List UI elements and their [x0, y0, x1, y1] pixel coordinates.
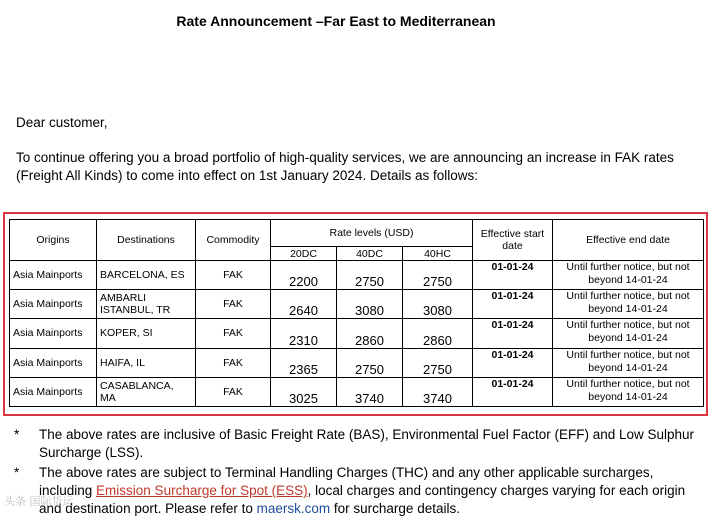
- ess-link[interactable]: Emission Surcharge for Spot (ESS): [96, 483, 308, 498]
- cell-end-date: Until further notice, but not beyond 14-01-24: [553, 319, 704, 348]
- note-text: The above rates are inclusive of Basic Freight Rate (BAS), Environmental Fuel Factor (EFF) and Low Sulphur Surcharge (LSS).: [39, 427, 695, 460]
- note-item: [14, 426, 704, 462]
- page-title: Rate Announcement –Far East to Mediterranean: [176, 13, 496, 29]
- header-40dc: 40DC: [337, 247, 403, 261]
- rates-table: [9, 219, 704, 407]
- header-effective-start: Effective start date: [473, 220, 553, 261]
- cell-commodity: FAK: [196, 290, 271, 319]
- header-commodity: Commodity: [196, 220, 271, 261]
- cell-end-date: Until further notice, but not beyond 14-01-24: [553, 377, 704, 406]
- cell-origin: Asia Mainports: [10, 290, 97, 319]
- table-row: [10, 348, 704, 377]
- header-20dc: 20DC: [271, 247, 337, 261]
- header-destinations: Destinations: [97, 220, 196, 261]
- cell-rate-40hc: 3740: [403, 377, 473, 406]
- cell-start-date: 01-01-24: [473, 377, 553, 406]
- cell-rate-40dc: 3740: [337, 377, 403, 406]
- cell-origin: Asia Mainports: [10, 319, 97, 348]
- cell-origin: Asia Mainports: [10, 348, 97, 377]
- header-origins: Origins: [10, 220, 97, 261]
- note-text-part: for surcharge details.: [330, 501, 460, 516]
- intro-paragraph: To continue offering you a broad portfolio of high-quality services, we are announcing an increase in FAK rates (Freight All Kinds) to come into effect on 1st January 2024. Details as follows:: [16, 150, 674, 183]
- cell-start-date: 01-01-24: [473, 319, 553, 348]
- cell-destination: CASABLANCA, MA: [97, 377, 196, 406]
- cell-rate-40dc: 2860: [337, 319, 403, 348]
- maersk-link[interactable]: maersk.com: [256, 501, 331, 516]
- cell-rate-40dc: 2750: [337, 261, 403, 290]
- cell-rate-40dc: 3080: [337, 290, 403, 319]
- bullet-marker: *: [14, 427, 20, 442]
- cell-commodity: FAK: [196, 261, 271, 290]
- note-text-part: The above rates are subject to Terminal Handling Charges (THC) and any other applicable surcharges, including: [39, 465, 654, 498]
- table-row: [10, 261, 704, 290]
- cell-rate-40hc: 3080: [403, 290, 473, 319]
- cell-rate-20dc: 2310: [271, 319, 337, 348]
- header-rate-levels: Rate levels (USD): [271, 220, 473, 247]
- cell-rate-40hc: 2750: [403, 261, 473, 290]
- cell-end-date: Until further notice, but not beyond 14-01-24: [553, 348, 704, 377]
- header-40hc: 40HC: [403, 247, 473, 261]
- bullet-marker: *: [14, 465, 20, 480]
- note-item: [14, 464, 704, 518]
- notes-list: [14, 426, 704, 520]
- cell-start-date: 01-01-24: [473, 261, 553, 290]
- cell-rate-20dc: 2365: [271, 348, 337, 377]
- table-row: [10, 377, 704, 406]
- salutation: Dear customer,: [16, 115, 108, 130]
- cell-commodity: FAK: [196, 319, 271, 348]
- cell-destination: BARCELONA, ES: [97, 261, 196, 290]
- cell-start-date: 01-01-24: [473, 290, 553, 319]
- cell-end-date: Until further notice, but not beyond 14-01-24: [553, 261, 704, 290]
- cell-rate-20dc: 3025: [271, 377, 337, 406]
- table-row: [10, 319, 704, 348]
- cell-rate-20dc: 2200: [271, 261, 337, 290]
- note-text-container: [39, 464, 704, 518]
- cell-origin: Asia Mainports: [10, 377, 97, 406]
- note-text-part: , local charges and contingency charges varying for each origin and destination port. Please refer to: [39, 483, 686, 516]
- watermark: 头条 国际货运: [4, 495, 74, 508]
- cell-rate-40hc: 2750: [403, 348, 473, 377]
- cell-destination: HAIFA, IL: [97, 348, 196, 377]
- cell-rate-20dc: 2640: [271, 290, 337, 319]
- cell-destination: KOPER, SI: [97, 319, 196, 348]
- cell-rate-40dc: 2750: [337, 348, 403, 377]
- cell-destination: AMBARLI ISTANBUL, TR: [97, 290, 196, 319]
- cell-commodity: FAK: [196, 348, 271, 377]
- cell-origin: Asia Mainports: [10, 261, 97, 290]
- table-row: [10, 290, 704, 319]
- cell-commodity: FAK: [196, 377, 271, 406]
- cell-rate-40hc: 2860: [403, 319, 473, 348]
- cell-start-date: 01-01-24: [473, 348, 553, 377]
- cell-end-date: Until further notice, but not beyond 14-01-24: [553, 290, 704, 319]
- header-effective-end: Effective end date: [553, 220, 704, 261]
